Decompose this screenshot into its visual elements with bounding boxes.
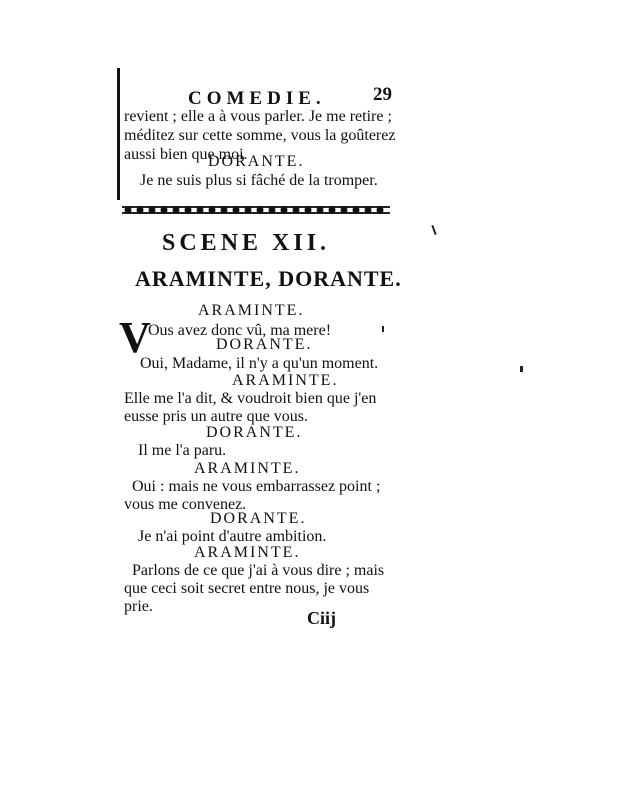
text-line: méditez sur cette somme, vous la goûterez — [124, 127, 396, 144]
text-line: Oui, Madame, il n'y a qu'un moment. — [140, 355, 379, 372]
speaker-name: ARAMINTE. — [232, 372, 339, 389]
scan-speck — [431, 225, 436, 235]
text-line: prie. — [124, 598, 153, 615]
page-number: 29 — [373, 84, 392, 105]
text-line: Parlons de ce que j'ai à vous dire ; mais — [132, 562, 385, 579]
running-title: COMEDIE. — [188, 88, 326, 109]
page-header — [120, 84, 392, 110]
scan-speck — [520, 366, 523, 372]
text-line: eusse pris un autre que vous. — [124, 408, 308, 425]
speaker-name: ARAMINTE. — [198, 302, 305, 319]
speaker-name: ARAMINTE. — [194, 460, 301, 477]
text-line: Ous avez donc vû, ma mere! — [148, 322, 332, 339]
speaker-name: DORANTE. — [208, 153, 305, 170]
text-line: Il me l'a paru. — [138, 442, 227, 459]
text-line: que ceci soit secret entre nous, je vous — [124, 580, 370, 597]
text-line: Je n'ai point d'autre ambition. — [138, 528, 327, 545]
text-line: Je ne suis plus si fâché de la tromper. — [140, 172, 378, 189]
scene-characters: ARAMINTE, DORANTE. — [135, 266, 402, 291]
text-line: Oui : mais ne vous embarrassez point ; — [132, 478, 381, 495]
speaker-name: DORANTE. — [206, 424, 303, 441]
speaker-name: DORANTE. — [210, 510, 307, 527]
signature-mark: Ciij — [307, 608, 336, 628]
drop-cap: V — [119, 313, 151, 362]
ornament-divider — [122, 204, 390, 216]
text-line: vous me convenez. — [124, 496, 247, 513]
speaker-name: ARAMINTE. — [194, 544, 301, 561]
speaker-name: DORANTE. — [216, 336, 313, 353]
text-line: revient ; elle a à vous parler. Je me retire ; — [124, 108, 392, 125]
text-line: Elle me l'a dit, & voudroit bien que j'en — [124, 390, 377, 407]
scene-title: SCENE XII. — [162, 230, 331, 256]
scan-speck — [382, 326, 384, 332]
text-line: aussi bien que moi. — [124, 146, 248, 163]
